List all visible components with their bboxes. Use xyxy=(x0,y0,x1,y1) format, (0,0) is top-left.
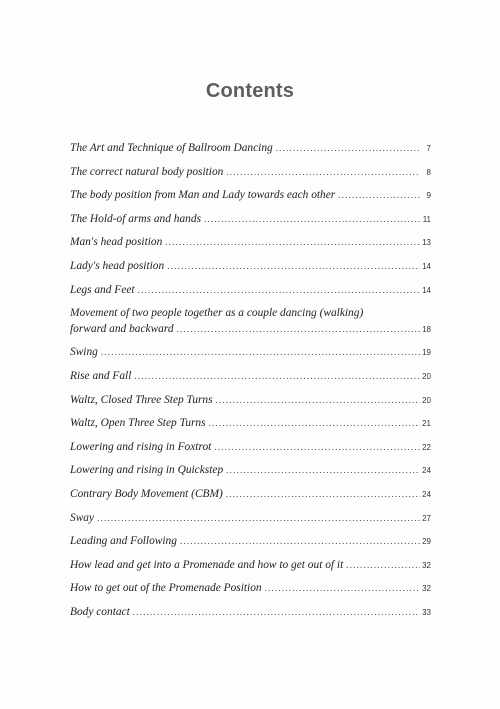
toc-entry-page: 8 xyxy=(426,167,431,177)
toc-entry xyxy=(70,164,431,180)
toc-entry-page: 20 xyxy=(422,395,431,405)
dot-leader xyxy=(97,510,420,526)
toc-entry-label: Movement of two people together as a couple dancing (walking) xyxy=(70,307,364,320)
toc-entry-label: Lowering and rising in Quickstep xyxy=(70,464,224,477)
dot-leader xyxy=(134,368,420,384)
toc-entry xyxy=(70,344,431,360)
toc-entry-label: Body contact xyxy=(70,605,130,618)
toc-entry-label: The correct natural body position xyxy=(70,165,224,178)
toc-entry-label: Leading and Following xyxy=(70,535,177,548)
toc-entry xyxy=(70,510,431,526)
toc-entry-label: Contrary Body Movement (CBM) xyxy=(70,487,223,500)
toc-entry-page: 14 xyxy=(422,285,431,295)
table-of-contents xyxy=(70,140,431,627)
dot-leader xyxy=(226,462,420,478)
toc-entry xyxy=(70,187,431,203)
dot-leader xyxy=(226,486,420,502)
toc-entry xyxy=(70,580,431,596)
toc-entry-label: How to get out of the Promenade Position xyxy=(70,582,262,595)
toc-entry-label: Rise and Fall xyxy=(70,369,132,382)
toc-entry-page: 7 xyxy=(426,144,431,153)
toc-entry-label: Man's head position xyxy=(70,236,163,249)
toc-entry-page: 24 xyxy=(422,489,431,499)
toc-entry-page: 11 xyxy=(422,214,431,224)
toc-entry-page: 14 xyxy=(422,261,431,271)
toc-entry-label: The Hold-of arms and hands xyxy=(70,212,201,225)
toc-entry-page: 24 xyxy=(422,466,431,476)
dot-leader xyxy=(177,321,420,337)
toc-entry-label: The body position from Man and Lady towards each other xyxy=(70,189,336,202)
dot-leader xyxy=(101,344,420,360)
toc-entry-label: The Art and Technique of Ballroom Dancing xyxy=(70,142,273,154)
dot-leader xyxy=(138,282,420,298)
toc-entry-page: 29 xyxy=(422,537,431,547)
toc-entry-label: How lead and get into a Promenade and how to get out of it xyxy=(70,558,344,571)
toc-entry-label: Sway xyxy=(70,511,95,524)
toc-entry xyxy=(70,258,431,274)
toc-entry-page: 27 xyxy=(422,513,431,523)
toc-entry-page: 21 xyxy=(422,419,431,429)
toc-entry-page: 20 xyxy=(422,371,431,381)
toc-entry xyxy=(70,305,431,337)
toc-entry xyxy=(70,462,431,478)
toc-entry-page: 13 xyxy=(422,238,431,248)
toc-entry xyxy=(70,140,431,156)
toc-entry-page: 33 xyxy=(422,607,431,617)
toc-entry-label: Legs and Feet xyxy=(70,283,135,296)
toc-entry-page: 18 xyxy=(422,325,431,335)
dot-leader xyxy=(180,533,420,549)
toc-entry xyxy=(70,392,431,408)
dot-leader xyxy=(214,439,420,455)
toc-entry-page: 32 xyxy=(422,584,431,594)
toc-entry-label: Swing xyxy=(70,346,98,359)
toc-entry-label: Lady's head position xyxy=(70,259,165,272)
page-title: Contents xyxy=(205,80,295,102)
toc-entry-page: 22 xyxy=(422,442,431,452)
toc-entry xyxy=(70,604,431,620)
toc-entry xyxy=(70,211,431,227)
dot-leader xyxy=(209,415,420,431)
toc-entry xyxy=(70,557,431,573)
toc-entry-page: 9 xyxy=(426,191,431,201)
toc-entry-label: Lowering and rising in Foxtrot xyxy=(70,440,212,453)
dot-leader xyxy=(346,557,420,573)
dot-leader xyxy=(165,234,420,250)
dot-leader xyxy=(216,392,420,408)
toc-entry-line2 xyxy=(70,321,431,337)
dot-leader xyxy=(133,604,420,620)
toc-entry-page: 32 xyxy=(422,560,431,570)
toc-entry xyxy=(70,368,431,384)
dot-leader xyxy=(276,140,420,156)
dot-leader xyxy=(167,258,420,274)
dot-leader xyxy=(265,580,420,596)
toc-entry xyxy=(70,415,431,431)
dot-leader xyxy=(204,211,420,227)
dot-leader xyxy=(338,187,420,203)
dot-leader xyxy=(226,164,420,180)
toc-entry xyxy=(70,282,431,298)
toc-entry-page: 19 xyxy=(422,348,431,358)
toc-entry-label: Waltz, Open Three Step Turns xyxy=(70,417,206,430)
toc-entry xyxy=(70,439,431,455)
toc-entry-label-cont: forward and backward xyxy=(70,323,174,336)
toc-entry xyxy=(70,234,431,250)
toc-entry xyxy=(70,486,431,502)
toc-entry-label: Waltz, Closed Three Step Turns xyxy=(70,393,213,406)
toc-entry xyxy=(70,533,431,549)
